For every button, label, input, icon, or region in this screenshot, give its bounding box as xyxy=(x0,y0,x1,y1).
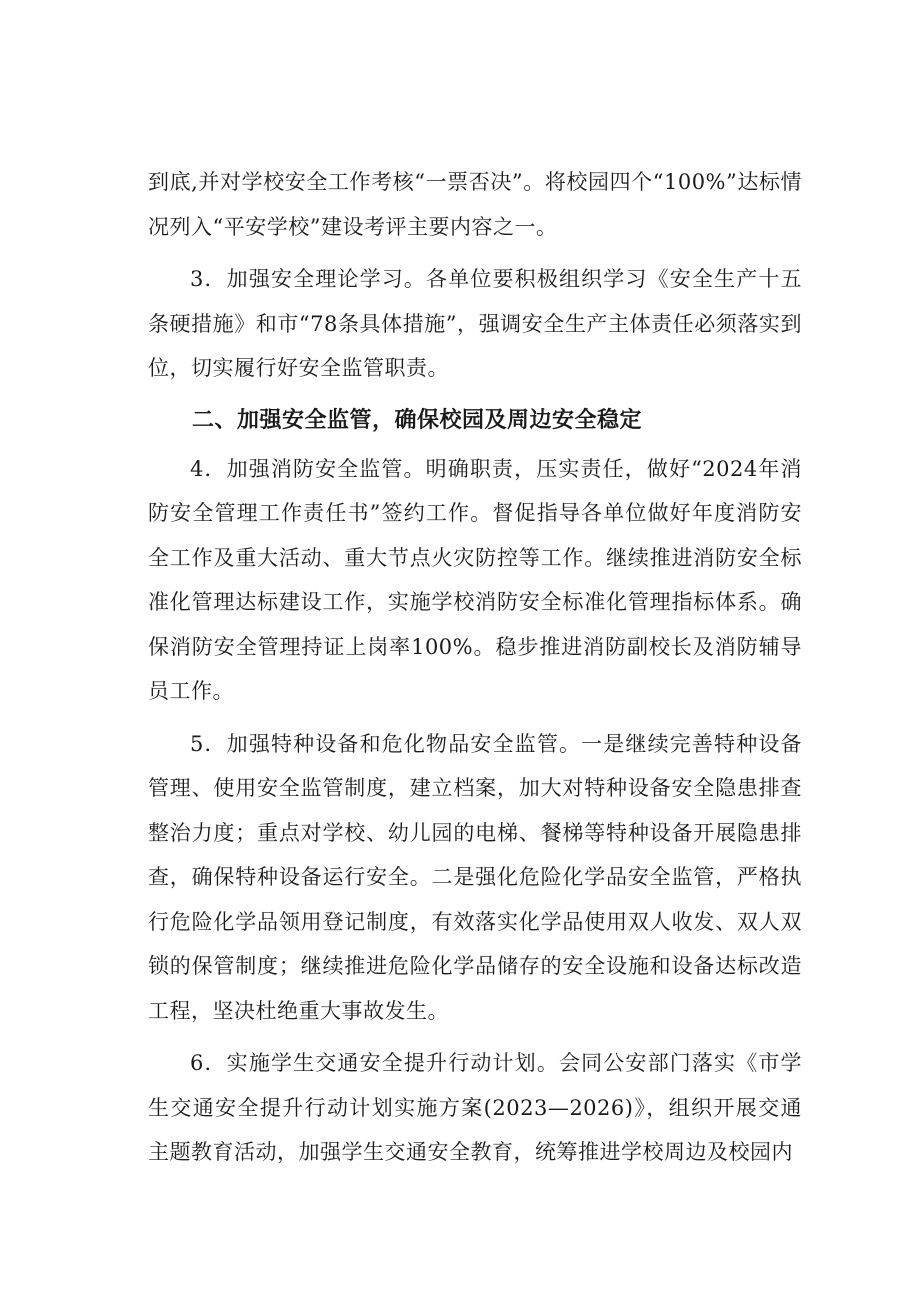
paragraph-item-6: 6．实施学生交通安全提升行动计划。会同公安部门落实《市学生交通安全提升行动计划实施方案(2023—2026)》，组织开展交通主题教育活动，加强学生交通安全教育，统筹推进学校周边及校园内 xyxy=(148,1051,802,1164)
document-page xyxy=(148,160,802,1183)
section-heading-2: 二、加强安全监管，确保校园及周边安全稳定 xyxy=(192,407,643,433)
paragraph-continuation: 到底,并对学校安全工作考核“一票否决”。将校园四个“100%”达标情况列入“平安学校”建设考评主要内容之一。 xyxy=(148,170,802,239)
paragraph-item-4: 4．加强消防安全监管。明确职责，压实责任，做好“2024年消防安全管理工作责任书”签约工作。督促指导各单位做好年度消防安全工作及重大活动、重大节点火灾防控等工作。继续推进消防安全标准化管理达标建设工作，实施学校消防安全标准化管理指标体系。确保消防安全管理持证上岗率100%。稳步推进消防副校长及消防辅导员工作。 xyxy=(148,456,802,703)
paragraph-item-5: 5．加强特种设备和危化物品安全监管。一是继续完善特种设备管理、使用安全监管制度，建立档案，加大对特种设备安全隐患排查整治力度；重点对学校、幼儿园的电梯、餐梯等特种设备开展隐患排查，确保特种设备运行安全。二是强化危险化学品安全监管，严格执行危险化学品领用登记制度，有效落实化学品使用双人收发、双人双锁的保管制度；继续推进危险化学品储存的安全设施和设备达标改造工程，坚决杜绝重大事故发生。 xyxy=(148,731,802,1023)
paragraph-item-3: 3．加强安全理论学习。各单位要积极组织学习《安全生产十五条硬措施》和市“78条具体措施”，强调安全生产主体责任必须落实到位，切实履行好安全监管职责。 xyxy=(148,267,802,380)
